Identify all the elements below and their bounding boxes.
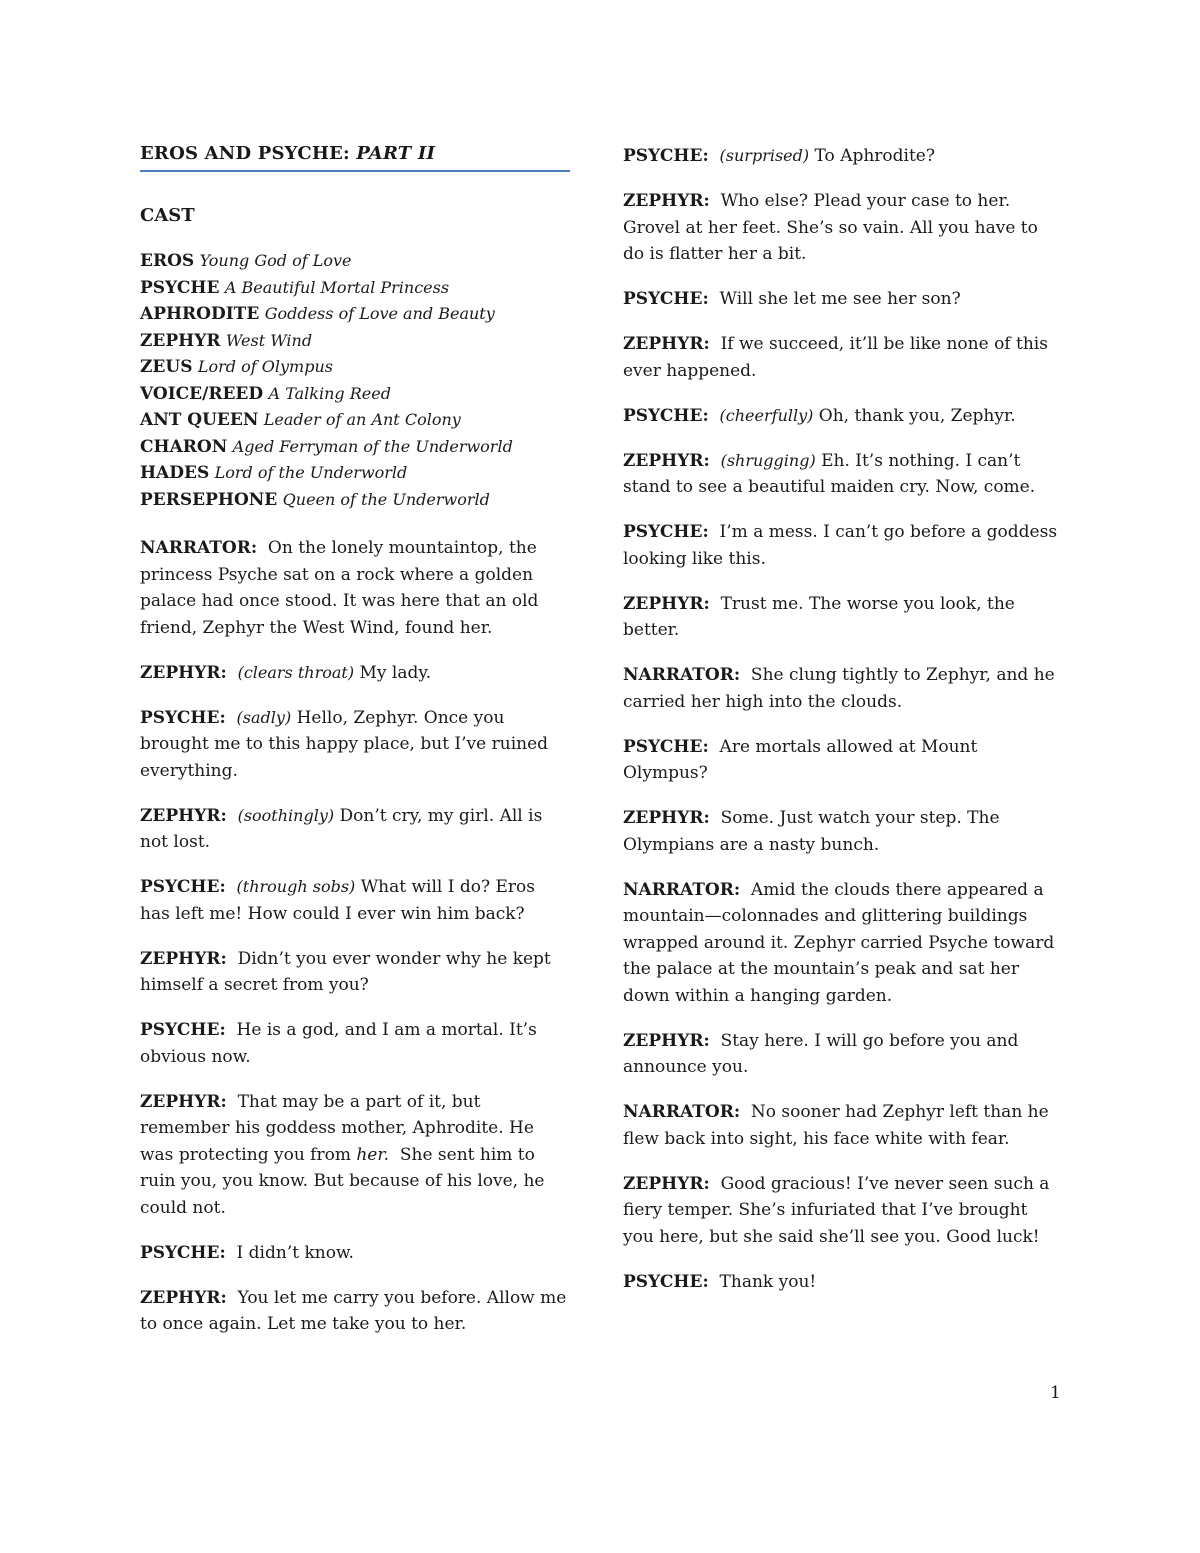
- dialogue-text: Don’t cry, my girl. All is not lost.: [140, 805, 543, 852]
- dialogue-text: Good gracious! I’ve never seen such a fiery temper. She’s infuriated that I’ve brought you here, but she said she’ll see you. Good luck!: [623, 1173, 1050, 1247]
- stage-direction: (through sobs): [236, 877, 356, 896]
- dialogue-line: [140, 1285, 570, 1338]
- dialogue-text: He is a god, and I am a mortal. It’s obvious now.: [140, 1020, 537, 1067]
- dialogue-line: [623, 403, 1063, 430]
- dialogue-text: Are mortals allowed at Mount Olympus?: [623, 736, 978, 783]
- speaker-name: ZEPHYR:: [140, 662, 227, 683]
- cast-member-name: PERSEPHONE: [140, 489, 278, 510]
- speaker-name: PSYCHE:: [623, 736, 709, 757]
- speaker-name: ZEPHYR:: [623, 1030, 710, 1051]
- cast-member-name: ZEPHYR: [140, 330, 221, 351]
- dialogue-line: [623, 1269, 1063, 1296]
- dialogue-line: [623, 286, 1063, 313]
- cast-member: [140, 460, 570, 487]
- speaker-name: PSYCHE:: [623, 522, 709, 542]
- speaker-name: ZEPHYR:: [623, 1173, 710, 1194]
- speaker-name: ZEPHYR:: [140, 805, 227, 826]
- cast-member-name: VOICE/REED: [140, 383, 264, 404]
- speaker-name: NARRATOR:: [623, 1102, 741, 1122]
- speaker-name: PSYCHE:: [623, 146, 709, 166]
- dialogue-text: Oh, thank you, Zephyr.: [818, 405, 1016, 426]
- dialogue-line: [623, 448, 1063, 501]
- dialogue-line: [623, 734, 1063, 787]
- cast-member: [140, 354, 570, 381]
- stage-direction: (soothingly): [237, 805, 335, 825]
- cast-list: [140, 248, 570, 513]
- stage-direction: (shrugging): [720, 450, 816, 470]
- cast-member: [140, 434, 570, 461]
- dialogue-text: Didn’t you ever wonder why he kept himself a secret from you?: [140, 948, 551, 995]
- cast-member-name: APHRODITE: [140, 304, 260, 324]
- page-number: 1: [1050, 1383, 1061, 1403]
- cast-member-description: Goddess of Love and Beauty: [264, 304, 495, 323]
- cast-member-description: Queen of the Underworld: [282, 489, 490, 509]
- dialogue-line: [140, 1240, 570, 1267]
- cast-member-description: Lord of Olympus: [197, 357, 333, 376]
- cast-member: [140, 487, 570, 514]
- cast-member-description: Leader of an Ant Colony: [263, 410, 461, 429]
- cast-member-description: Aged Ferryman of the Underworld: [232, 436, 513, 456]
- dialogue-text: Eh. It’s nothing. I can’t stand to see a beautiful maiden cry. Now, come.: [623, 450, 1036, 497]
- stage-direction: (surprised): [719, 146, 810, 165]
- page-title: [140, 143, 570, 164]
- dialogue-line: [623, 662, 1063, 715]
- dialogue-line: [623, 1028, 1063, 1081]
- dialogue-emphasis: her.: [356, 1144, 390, 1165]
- cast-heading: CAST: [140, 205, 195, 226]
- dialogue-left: [140, 535, 570, 1338]
- dialogue-text: Thank you!: [719, 1271, 817, 1292]
- title-main: EROS AND PSYCHE:: [140, 143, 350, 164]
- dialogue-text: My lady.: [359, 662, 432, 683]
- speaker-name: NARRATOR:: [140, 538, 258, 558]
- dialogue-text: What will I do? Eros has left me! How could I ever win him back?: [140, 877, 535, 924]
- dialogue-text: I’m a mess. I can’t go before a goddess looking like this.: [623, 522, 1058, 569]
- stage-direction: (clears throat): [237, 662, 355, 682]
- dialogue-line: [140, 803, 570, 856]
- dialogue-line: [623, 188, 1063, 268]
- right-column: [623, 143, 1063, 1314]
- cast-member-name: ZEUS: [140, 357, 193, 377]
- cast-member: [140, 328, 570, 355]
- cast-member-description: Young God of Love: [199, 251, 352, 270]
- cast-member-description: A Beautiful Mortal Princess: [224, 277, 450, 297]
- speaker-name: ZEPHYR:: [623, 191, 710, 211]
- speaker-name: PSYCHE:: [140, 1020, 226, 1040]
- dialogue-line: [140, 946, 570, 999]
- speaker-name: PSYCHE:: [140, 707, 226, 728]
- dialogue-line: [140, 705, 570, 785]
- speaker-name: ZEPHYR:: [623, 334, 710, 354]
- speaker-name: PSYCHE:: [623, 1271, 709, 1292]
- dialogue-line: [623, 331, 1063, 384]
- left-column: [140, 143, 570, 1356]
- dialogue-right: [623, 143, 1063, 1295]
- dialogue-line: [623, 143, 1063, 170]
- dialogue-text: That may be a part of it, but remember his goddess mother, Aphrodite. He was protecting you from: [140, 1091, 534, 1165]
- dialogue-text: I didn’t know.: [236, 1242, 354, 1263]
- cast-member-name: PSYCHE: [140, 277, 220, 298]
- speaker-name: ZEPHYR:: [140, 1091, 227, 1112]
- cast-member: [140, 301, 570, 328]
- speaker-name: ZEPHYR:: [140, 948, 227, 969]
- dialogue-text: Trust me. The worse you look, the better.: [623, 593, 1015, 640]
- dialogue-text: If we succeed, it’ll be like none of this ever happened.: [623, 334, 1048, 381]
- dialogue-line: [140, 1089, 570, 1222]
- dialogue-text: Hello, Zephyr. Once you brought me to this happy place, but I’ve ruined everything.: [140, 707, 549, 781]
- cast-member-description: A Talking Reed: [268, 383, 391, 403]
- dialogue-line: [623, 519, 1063, 572]
- dialogue-text: Who else? Plead your case to her. Grovel at her feet. She’s so vain. All you have to do is flatter her a bit.: [623, 191, 1038, 264]
- dialogue-line: [140, 1017, 570, 1070]
- cast-member-name: EROS: [140, 251, 195, 271]
- cast-member-name: ANT QUEEN: [140, 410, 259, 430]
- dialogue-line: [623, 1099, 1063, 1152]
- dialogue-text: She clung tightly to Zephyr, and he carried her high into the clouds.: [623, 665, 1055, 712]
- title-block: [140, 143, 570, 172]
- cast-member-name: CHARON: [140, 436, 228, 457]
- cast-member: [140, 248, 570, 275]
- dialogue-text: Amid the clouds there appeared a mountain—colonnades and glittering buildings wrapped around it. Zephyr carried Psyche toward the palace at the mountain’s peak and sat her down within a hanging garden.: [623, 879, 1055, 1006]
- speaker-name: PSYCHE:: [623, 405, 709, 426]
- cast-member: [140, 381, 570, 408]
- dialogue-line: [623, 1171, 1063, 1251]
- dialogue-line: [623, 591, 1063, 644]
- dialogue-text: On the lonely mountaintop, the princess Psyche sat on a rock where a golden palace had once stood. It was here that an old friend, Zephyr the West Wind, found her.: [140, 538, 539, 638]
- dialogue-line: [140, 874, 570, 927]
- dialogue-line: [140, 660, 570, 687]
- stage-direction: (sadly): [236, 707, 292, 727]
- dialogue-line: [623, 877, 1063, 1010]
- speaker-name: PSYCHE:: [623, 289, 709, 309]
- speaker-name: ZEPHYR:: [623, 450, 710, 471]
- speaker-name: ZEPHYR:: [623, 593, 710, 614]
- cast-member-name: HADES: [140, 463, 210, 483]
- dialogue-text: Will she let me see her son?: [719, 289, 961, 309]
- dialogue-text: No sooner had Zephyr left than he flew back into sight, his face white with fear.: [623, 1102, 1049, 1149]
- dialogue-text: She sent him to ruin you, you know. But because of his love, he could not.: [140, 1144, 545, 1218]
- title-sub: PART II: [356, 143, 436, 164]
- speaker-name: ZEPHYR:: [623, 808, 710, 828]
- speaker-name: ZEPHYR:: [140, 1287, 227, 1308]
- speaker-name: NARRATOR:: [623, 665, 741, 685]
- cast-member-description: Lord of the Underworld: [214, 463, 408, 482]
- dialogue-text: To Aphrodite?: [814, 146, 935, 166]
- stage-direction: (cheerfully): [719, 405, 814, 425]
- speaker-name: PSYCHE:: [140, 877, 226, 897]
- dialogue-line: [140, 535, 570, 641]
- cast-member: [140, 407, 570, 434]
- dialogue-text: You let me carry you before. Allow me to once again. Let me take you to her.: [140, 1287, 567, 1334]
- dialogue-line: [623, 805, 1063, 858]
- cast-member-description: West Wind: [225, 330, 313, 350]
- dialogue-text: Stay here. I will go before you and announce you.: [623, 1030, 1019, 1077]
- speaker-name: PSYCHE:: [140, 1242, 226, 1263]
- dialogue-text: Some. Just watch your step. The Olympians are a nasty bunch.: [623, 808, 1000, 855]
- cast-member: [140, 275, 570, 302]
- speaker-name: NARRATOR:: [623, 879, 741, 900]
